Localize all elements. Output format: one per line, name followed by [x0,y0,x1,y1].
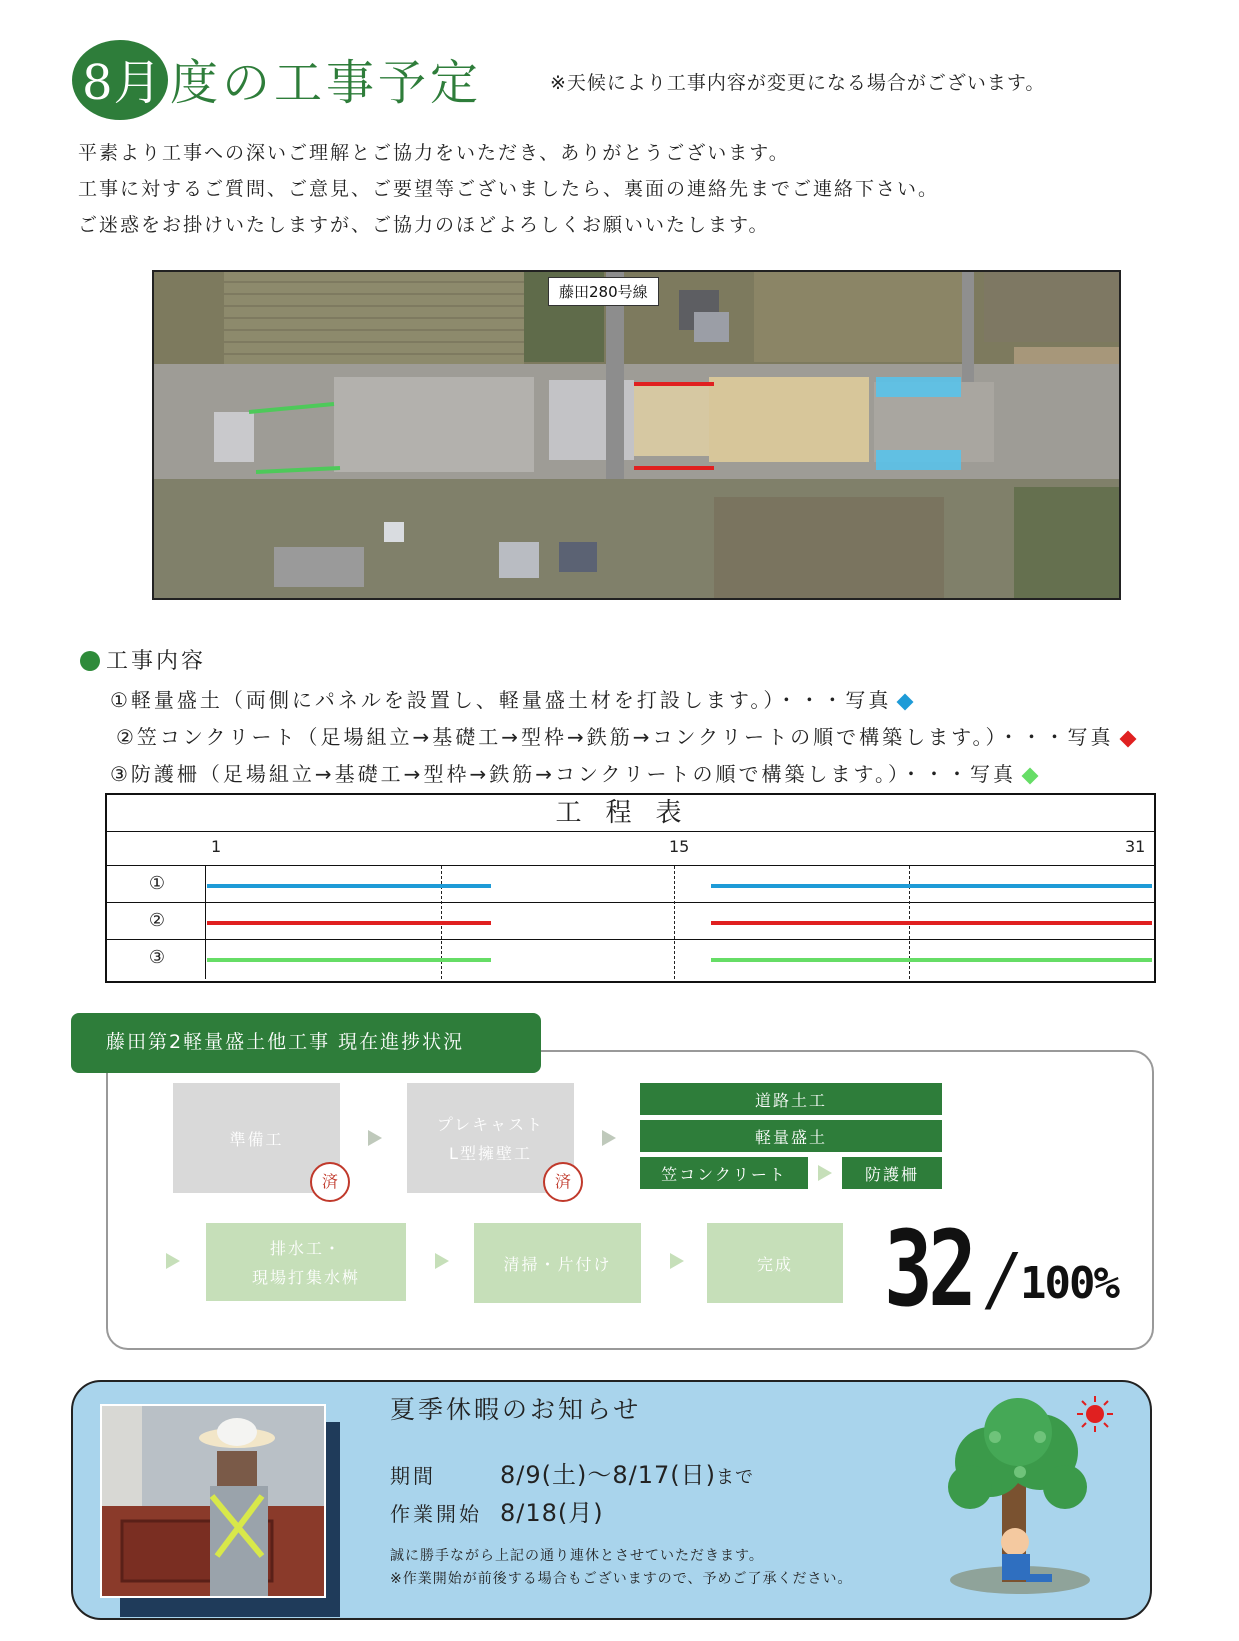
page-title: 度の工事予定 [170,55,483,111]
done-badge-2: 済 [543,1162,583,1202]
red-diamond-icon [1119,730,1136,747]
row-label-1: ① [148,873,166,894]
step-cap-concrete: 笠コンクリート [640,1157,808,1189]
progress-slash: / [982,1238,1021,1320]
step-precast-label-1: プレキャスト [436,1115,545,1134]
work-item-2 [116,721,1134,750]
row-label-3: ③ [148,947,166,968]
schedule-bar-1-1 [207,884,491,888]
progress-title: 藤田第2軽量盛土他工事 現在進捗状況 [106,1031,465,1053]
work-item-2-text: ②笠コンクリート（足場組立→基礎工→型枠→鉄筋→コンクリートの順で構築します。）・・・写真 [116,725,1114,749]
schedule-title: 工程表 [107,795,1154,832]
schedule-bar-2-1 [207,921,491,925]
schedule-bar-3-2 [711,958,1152,962]
green-diamond-icon [1021,767,1038,784]
step-complete [707,1223,843,1303]
row-label-2: ② [148,910,166,931]
period-value [500,1455,754,1490]
arrow-icon [818,1165,832,1181]
start-value: 8/18(月) [500,1499,604,1527]
weather-note: ※天候により工事内容が変更になる場合がございます。 [550,72,1046,94]
label-divider [205,866,206,979]
blue-diamond-icon [897,693,914,710]
period-dates: 8/9(土)～8/17(日) [500,1461,716,1489]
arrow-icon [670,1253,684,1269]
step-cleanup [474,1223,641,1303]
schedule-table [105,793,1156,983]
day-label-31: 31 [1125,837,1146,856]
schedule-bar-2-2 [711,921,1152,925]
step-drainage-label-1: 排水工・ [269,1239,342,1258]
step-complete-label: 完成 [756,1254,793,1274]
step-road-earthwork: 道路土工 [640,1083,942,1115]
progress-value: 32 [884,1208,973,1330]
road-label: 藤田280号線 [548,277,659,306]
step-cleanup-label: 清掃・片付け [503,1254,612,1274]
notice-line-1: 誠に勝手ながら上記の通り連休とさせていただきます。 [390,1548,764,1564]
intro-line-2: 工事に対するご質問、ご意見、ご要望等ございましたら、裏面の連絡先までご連絡下さい。 [78,178,940,200]
start-label: 作業開始 [390,1502,482,1526]
arrow-icon [435,1253,449,1269]
arrow-icon [166,1253,180,1269]
arrow-icon [368,1130,382,1146]
step-drainage-label-2: 現場打集水桝 [251,1268,360,1287]
work-item-3-text: ③防護柵（足場組立→基礎工→型枠→鉄筋→コンクリートの順で構築します。）・・・写真 [110,762,1016,786]
month-label: 8月 [82,55,163,111]
progress-total: 100% [1020,1258,1118,1309]
schedule-bar-1-2 [711,884,1152,888]
worker-photo [100,1404,326,1598]
intro-line-3: ご迷惑をお掛けいたしますが、ご協力のほどよろしくお願いいたします。 [78,214,770,236]
schedule-bar-3-1 [207,958,491,962]
notice-line-2: ※作業開始が前後する場合もございますので、予めご了承ください。 [390,1571,853,1587]
intro-line-1: 平素より工事への深いご理解とご協力をいただき、ありがとうございます。 [78,142,790,164]
day-label-15: 15 [669,837,690,856]
bullet-icon [80,651,100,671]
work-item-1-text: ①軽量盛土（両側にパネルを設置し、軽量盛土材を打設します。）・・・写真 [110,688,892,712]
arrow-icon [602,1130,616,1146]
step-guard-fence: 防護柵 [842,1157,942,1189]
aerial-photo [152,270,1121,600]
step-lightweight-fill: 軽量盛土 [640,1120,942,1152]
work-item-1 [110,684,911,713]
day-header-row [107,831,1154,866]
work-item-3 [110,758,1036,787]
week-divider-2 [674,866,675,979]
step-precast-label-2: L型擁壁工 [449,1144,532,1163]
period-label: 期間 [390,1464,436,1488]
notice-title: 夏季休暇のお知らせ [390,1395,642,1424]
period-suffix: まで [715,1467,754,1488]
done-badge-1: 済 [310,1162,350,1202]
step-drainage [206,1223,406,1301]
step-preparation-label: 準備工 [229,1129,284,1149]
day-label-1: 1 [211,837,222,856]
work-title: 工事内容 [106,649,207,674]
sun-icon [1075,1394,1115,1434]
